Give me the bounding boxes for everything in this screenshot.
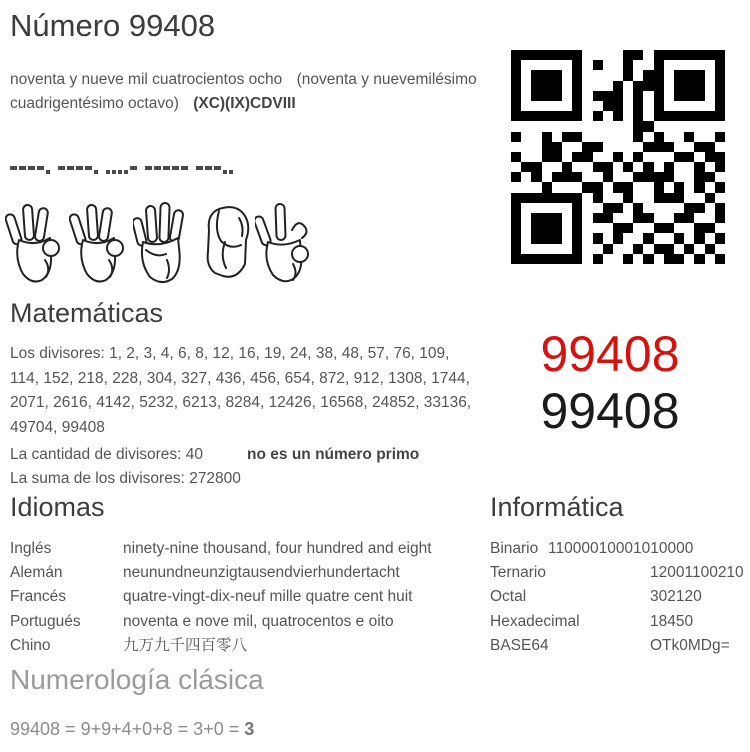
row-label: Alemán xyxy=(10,564,63,582)
morse-dash xyxy=(76,166,83,170)
section-heading-numerologia: Numerología clásica xyxy=(10,664,264,695)
morse-dash xyxy=(19,166,26,170)
morse-dot xyxy=(106,170,110,174)
row-value: 九万九千四百零八 xyxy=(123,636,248,654)
morse-dash xyxy=(67,166,74,170)
morse-dash xyxy=(154,166,161,170)
hand-sign-9-icon xyxy=(5,198,65,286)
info-row-octal xyxy=(490,585,744,609)
page-title: Número 99408 xyxy=(10,8,216,43)
morse-dash xyxy=(58,166,65,170)
divisor-sum-line: La suma de los divisores: 272800 xyxy=(10,470,241,487)
section-heading-matematicas: Matemáticas xyxy=(10,298,164,328)
divisor-count-line xyxy=(10,443,419,468)
lang-row-alemán xyxy=(10,561,432,585)
equation-result: 3 xyxy=(244,719,255,739)
row-label: Chino xyxy=(10,636,51,654)
row-label: Octal xyxy=(490,588,527,606)
info-row-binario xyxy=(490,537,744,561)
hand-sign-0-icon xyxy=(195,198,251,286)
morse-dot xyxy=(118,170,122,174)
morse-dash xyxy=(181,166,188,170)
equation-text: 99408 = 9+9+4+0+8 = 3+0 = xyxy=(10,719,245,739)
lang-row-chino xyxy=(10,634,432,658)
row-label: Francés xyxy=(10,588,66,606)
prime-status: no es un número primo xyxy=(247,446,420,463)
qr-code xyxy=(511,50,725,264)
morse-dash xyxy=(130,166,137,170)
number-in-words xyxy=(10,68,482,115)
morse-gap xyxy=(100,160,106,161)
morse-gap xyxy=(190,160,196,161)
info-row-ternario xyxy=(490,561,744,585)
hand-sign-9-icon xyxy=(69,198,129,286)
row-value: 11000010001010000 xyxy=(548,540,694,557)
row-value: neunundneunzigtausendvierhundertacht xyxy=(123,564,400,582)
idiomas-table xyxy=(10,537,432,658)
big-number-black: 99408 xyxy=(540,383,680,439)
row-value: noventa e nove mil, quatrocentos e oito xyxy=(123,612,394,630)
morse-dash xyxy=(85,166,92,170)
numerology-equation xyxy=(10,719,254,740)
row-value: 302120 xyxy=(650,588,702,606)
morse-dash xyxy=(172,166,179,170)
lang-row-portugués xyxy=(10,610,432,634)
section-heading-informatica: Informática xyxy=(490,492,624,522)
morse-code xyxy=(10,160,235,178)
hand-sign-8-icon xyxy=(255,198,313,286)
morse-dot xyxy=(112,170,116,174)
morse-dot xyxy=(46,170,50,174)
morse-dash xyxy=(28,166,35,170)
divisor-count: La cantidad de divisores: 40 xyxy=(10,446,204,463)
informatica-table xyxy=(490,537,744,658)
morse-dot xyxy=(94,170,98,174)
morse-dot xyxy=(223,170,227,174)
row-label: Inglés xyxy=(10,540,52,557)
row-label: Hexadecimal xyxy=(490,612,580,630)
row-value: 12001100210 xyxy=(650,564,744,582)
row-value: 18450 xyxy=(650,612,694,630)
row-value: OTk0MDg= xyxy=(650,636,730,654)
section-heading-idiomas: Idiomas xyxy=(10,492,105,522)
lang-row-francés xyxy=(10,585,432,609)
morse-dot xyxy=(229,170,233,174)
morse-dot xyxy=(124,170,128,174)
lang-row-inglés xyxy=(10,537,432,561)
cardinal-words: noventa y nueve mil cuatrocientos ocho xyxy=(10,71,283,88)
morse-dash xyxy=(163,166,170,170)
row-label: Portugués xyxy=(10,612,81,630)
hand-sign-4-icon xyxy=(133,198,191,286)
row-value: quatre-vingt-dix-neuf mille quatre cent huit xyxy=(123,588,413,606)
morse-dash xyxy=(196,166,203,170)
morse-dash xyxy=(10,166,17,170)
big-number-red: 99408 xyxy=(540,326,680,382)
row-label: BASE64 xyxy=(490,636,549,654)
info-row-base64 xyxy=(490,634,744,658)
info-row-hexadecimal xyxy=(490,610,744,634)
divisors-list: Los divisores: 1, 2, 3, 4, 6, 8, 12, 16, 19, 24, 38, 48, 57, 76, 109, 114, 152, 218, 228, 304, 327, 436, 456, 654, 872, 912, 1308, 1744, 2071, 2616, 4142, 5232, 6213, 8284, 12426, 16568, 24852, 33136, 49704, 99408 xyxy=(10,345,472,436)
morse-dash xyxy=(37,166,44,170)
morse-gap xyxy=(139,160,145,161)
roman-numeral: (XC)(IX)CDVIII xyxy=(193,94,296,112)
morse-dash xyxy=(214,166,221,170)
row-label: Binario xyxy=(490,540,539,557)
row-value: ninety-nine thousand, four hundred and eight xyxy=(123,540,432,557)
row-label: Ternario xyxy=(490,564,546,582)
morse-gap xyxy=(52,160,58,161)
sign-language-row xyxy=(5,198,313,286)
ordinal-words: (noventa y nuevemilésimo cuadrigentésimo octavo) xyxy=(10,71,477,112)
morse-dash xyxy=(145,166,152,170)
morse-dash xyxy=(205,166,212,170)
